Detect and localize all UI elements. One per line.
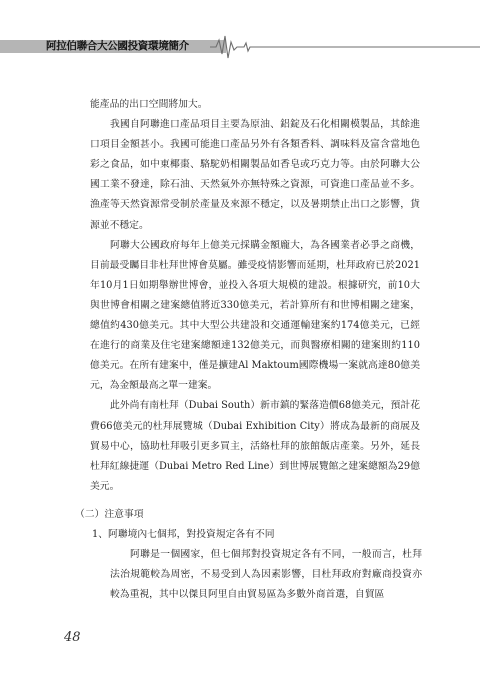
sub-body [110,545,422,605]
sub-paragraph: 阿聯是一個國家，但七個邦對投資規定各有不同，一般而言，杜拜法治規範較為周密，不易受到人為因素影響，目杜拜政府對廠商投資亦較為重視，其中以傑貝阿里自由貿易區為多數外商首選，自貿區 [110,549,422,601]
main-body [90,95,420,497]
page-number: 48 [64,630,81,645]
paragraph-1: 能產品的出口空間將加大。 [90,99,208,110]
paragraph-2: 我國自阿聯進口產品項目主要為原油、鋁錠及石化相關模製品，其餘進口項目金額甚小。我國可能進口產品另外有各類香料、調味料及富含當地色彩之食品，如中東椰棗、駱駝奶相關製品如香皂或巧克力等。由於阿聯大公國工業不發達，除石油、天然氣外亦無特殊之資源，可資進口產品並不多。漁產等天然資源常受制於產量及來源不穩定，以及暑期禁止出口之影響，貨源並不穩定。 [90,119,420,231]
subsection-heading: 1、阿聯境內七個邦，對投資規定各有不同 [92,529,275,540]
header-title: 阿拉伯聯合大公國投資環境簡介 [46,40,189,52]
page-header [0,0,480,60]
paragraph-4: 此外尚有南杜拜（Dubai South）新市鎮的緊落造價68億美元，預計花費66億美元的杜拜展覽城（Dubai Exhibition City）將成為最新的商展及貿易中心，協助杜拜吸引更多買主，活絡杜拜的旅館飯店產業。另外，延長杜拜紅線捷運（Dubai Metro Red Line）到世博展覽館之建案總額為29億美元。 [90,400,420,492]
paragraph-3: 阿聯大公國政府每年上億美元採購金額龐大，為各國業者必爭之商機，目前最受矚目非杜拜世博會莫屬。雖受疫情影響而延期，杜拜政府已於2021年10月1日如期舉辦世博會，並投入各項大規模的建設。根據研究，前10大與世博會相關之建案總值將近330億美元，若計算所有和世博相關之建案，總值約430億美元。其中大型公共建設和交通運輸建案約174億美元，已經在進行的商業及住宅建案總額達132億美元，而與醫療相關的建案則約110億美元。在所有建案中，僅是擴建Al Maktoum國際機場一案就高達80億美元，為金額最高之單一建案。 [90,239,420,392]
heartbeat-line-icon [210,30,480,62]
section-heading: （二）注意事項 [75,509,144,520]
